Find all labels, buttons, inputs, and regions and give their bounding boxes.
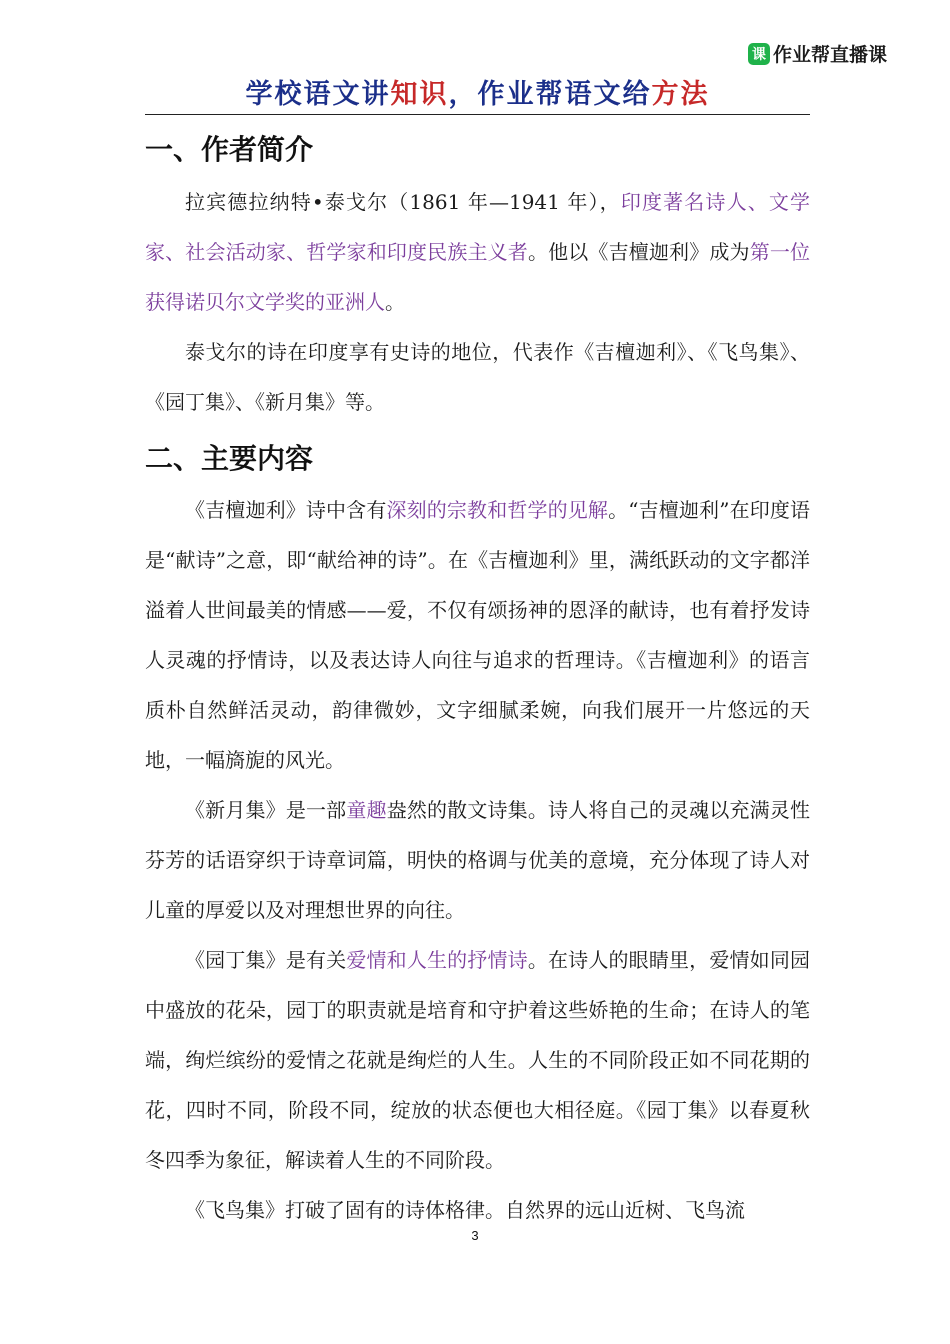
section-title-author: 一、作者简介 (145, 133, 314, 166)
paragraph-gitanjali: 《吉檀迦利》诗中含有深刻的宗教和哲学的见解。“吉檀迦利”在印度语是“献诗”之意，即“献给神的诗”。在《吉檀迦利》里，满纸跃动的文字都洋溢着人世间最美的情感——爱，不仅有颂扬神的恩泽的献诗，也有着抒发诗人灵魂的抒情诗，以及表达诗人向往与追求的哲理诗。《吉檀迦利》的语言质朴自然鲜活灵动，韵律微妙，文字细腻柔婉，向我们展开一片悠远的天地，一幅旖旎的风光。 (145, 498, 811, 772)
brand-logo (748, 40, 887, 67)
lesson-badge-icon: 课 (748, 43, 770, 65)
brand-name: 作业帮直播课 (772, 44, 887, 66)
section-title-content: 二、主要内容 (145, 442, 314, 475)
paragraph-gardener: 《园丁集》是有关爱情和人生的抒情诗。在诗人的眼睛里，爱情如同园中盛放的花朵，园丁的职责就是培育和守护着这些娇艳的生命；在诗人的笔端，绚烂缤纷的爱情之花就是绚烂的人生。人生的不同阶段正如不同花期的花，四时不同，阶段不同，绽放的状态便也大相径庭。《园丁集》以春夏秋冬四季为象征，解读着人生的不同阶段。 (145, 948, 811, 1172)
paragraph-crescent-moon: 《新月集》是一部童趣盎然的散文诗集。诗人将自己的灵魂以充满灵性芬芳的话语穿织于诗章词篇，明快的格调与优美的意境，充分体现了诗人对儿童的厚爱以及对理想世界的向往。 (145, 798, 811, 922)
paragraph-representative-works: 泰戈尔的诗在印度享有史诗的地位，代表作《吉檀迦利》、《飞鸟集》、《园丁集》、《新月集》等。 (145, 340, 810, 414)
paragraph-author-bio: 拉宾德拉纳特•泰戈尔（1861 年—1941 年），印度著名诗人、文学家、社会活动家、哲学家和印度民族主义者。他以《吉檀迦利》成为第一位获得诺贝尔文学奖的亚洲人。 (145, 190, 811, 314)
header-divider (145, 114, 810, 115)
page-number: 3 (471, 1228, 479, 1243)
banner-slogan: 学校语文讲知识，作业帮语文给方法 (245, 79, 710, 110)
paragraph-stray-birds: 《飞鸟集》打破了固有的诗体格律。自然界的远山近树、飞鸟流 (185, 1198, 745, 1222)
